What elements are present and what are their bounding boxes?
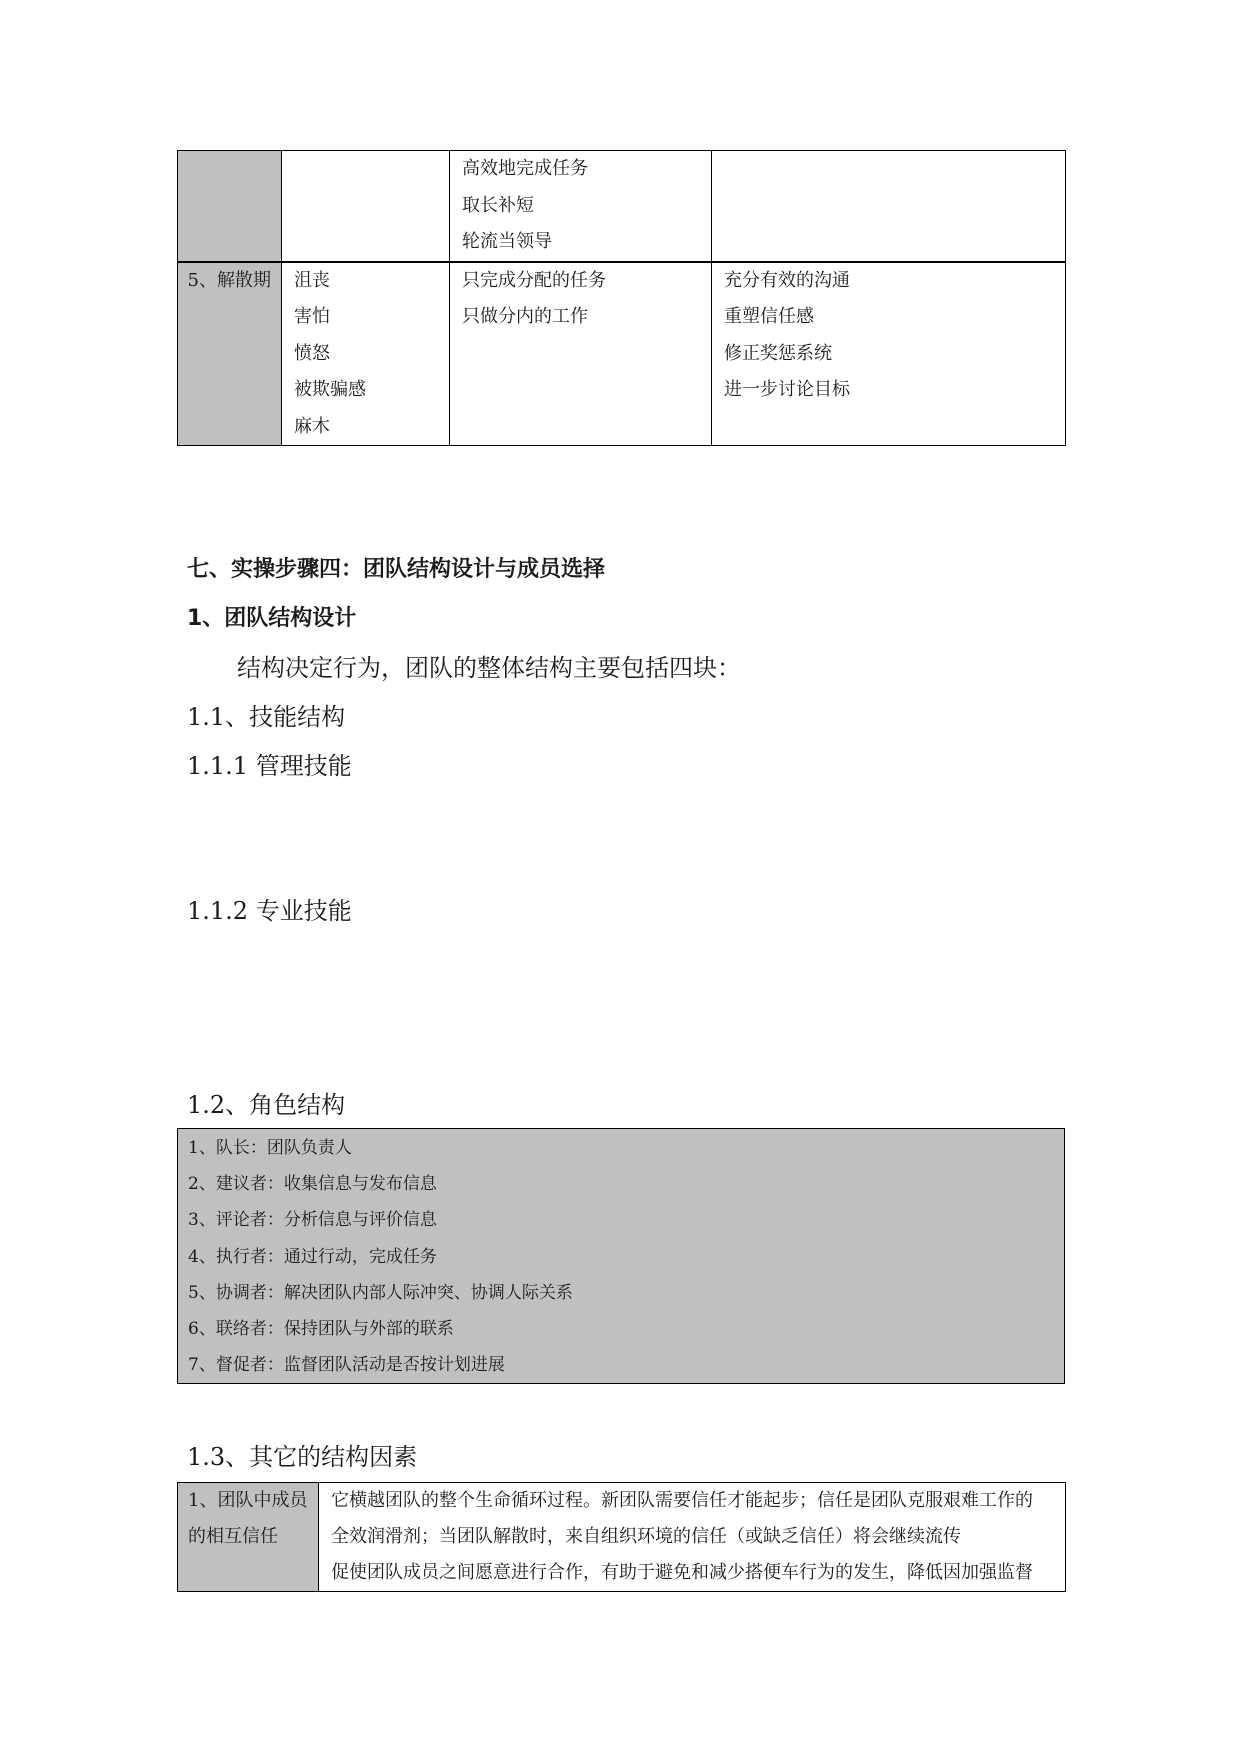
role-item: 5、协调者：解决团队内部人际冲突、协调人际关系 [188,1283,573,1303]
subsection-title: 1、团队结构设计 [187,606,357,631]
heading-other-factors: 1.3、其它的结构因素 [187,1443,418,1471]
role-item: 4、执行者：通过行动，完成任务 [188,1247,437,1267]
strategies-cell [712,151,1066,262]
heading-management-skills: 1.1.1 管理技能 [187,752,352,780]
role-item: 6、联络者：保持团队与外部的联系 [188,1319,454,1339]
heading-role-structure: 1.2、角色结构 [187,1091,346,1119]
behaviors-cell [450,151,712,262]
feelings-cell [282,151,450,262]
factor-description-cell [319,1483,1066,1592]
stage-cell [178,151,282,262]
heading-professional-skills: 1.1.2 专业技能 [187,897,352,925]
behavior-item: 高效地完成任务 [462,158,588,179]
feeling-item: 愤怒 [294,342,330,364]
strategies-cell [712,262,1066,446]
feelings-cell [282,262,450,446]
factor-title-cell [178,1483,319,1592]
intro-paragraph: 结构决定行为，团队的整体结构主要包括四块： [237,654,741,682]
behavior-item: 轮流当领导 [462,231,552,252]
strategy-item: 进一步讨论目标 [724,379,850,400]
factor-description-line: 促使团队成员之间愿意进行合作，有助于避免和减少搭便车行为的发生，降低因加强监督 [331,1562,1033,1583]
role-item: 3、评论者：分析信息与评价信息 [188,1210,437,1230]
stage-cell [178,262,282,446]
roles-box [177,1128,1065,1384]
stage-label: 5、解散期 [187,269,271,291]
factor-description-line: 全效润滑剂；当团队解散时，来自组织环境的信任（或缺乏信任）将会继续流传 [331,1526,961,1547]
behaviors-cell [450,262,712,446]
heading-skill-structure: 1.1、技能结构 [187,703,346,731]
factor-description-line: 它横越团队的整个生命循环过程。新团队需要信任才能起步；信任是团队克服艰难工作的 [331,1490,1033,1511]
table-row [178,1483,1066,1592]
feeling-item: 被欺骗感 [294,379,366,400]
behavior-item: 取长补短 [462,194,534,216]
behavior-item: 只做分内的工作 [462,306,588,327]
table-row [178,151,1066,262]
strategy-item: 充分有效的沟通 [724,269,850,291]
factor-title-line: 1、团队中成员 [188,1490,308,1511]
strategy-item: 重塑信任感 [724,306,814,327]
team-stage-table [177,150,1066,446]
role-item: 7、督促者：监督团队活动是否按计划进展 [188,1355,505,1375]
feeling-item: 害怕 [294,306,330,327]
behavior-item: 只完成分配的任务 [462,269,606,291]
section-title: 七、实操步骤四：团队结构设计与成员选择 [187,557,606,582]
feeling-item: 麻木 [294,415,330,437]
feeling-item: 沮丧 [294,269,330,291]
table-row [178,262,1066,446]
role-item: 1、队长：团队负责人 [188,1138,352,1158]
factor-title-line: 的相互信任 [188,1526,278,1547]
role-item: 2、建议者：收集信息与发布信息 [188,1174,437,1194]
structure-factors-table [177,1482,1066,1592]
strategy-item: 修正奖惩系统 [724,342,832,364]
